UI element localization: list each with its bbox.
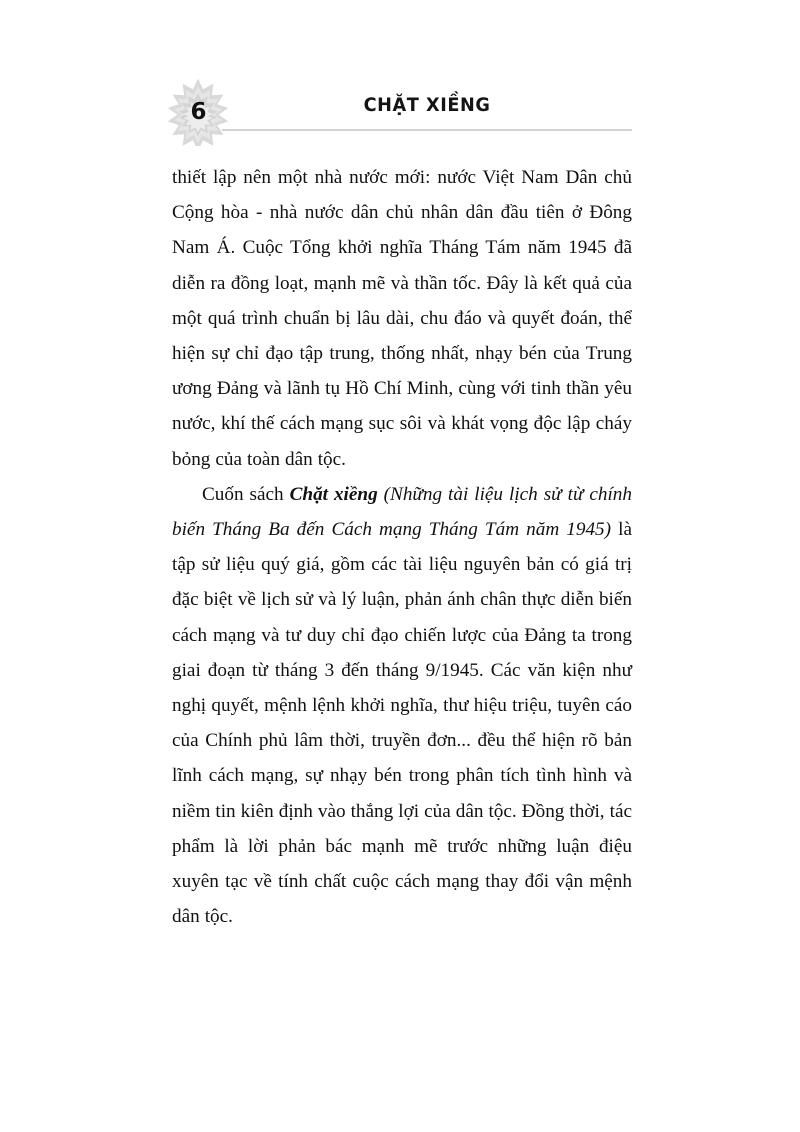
running-head-rule <box>222 129 632 131</box>
paragraph-2: Cuốn sách Chặt xiềng (Những tài liệu lịch sử từ chính biến Tháng Ba đến Cách mạng Tháng Tám năm 1945) là tập sử liệu quý giá, gồm các tài liệu nguyên bản có giá trị đặc biệt về lịch sử và lý luận, phản ánh chân thực diễn biến cách mạng và tư duy chỉ đạo chiến lược của Đảng ta trong giai đoạn từ tháng 3 đến tháng 9/1945. Các văn kiện như nghị quyết, mệnh lệnh khởi nghĩa, thư hiệu triệu, tuyên cáo của Chính phủ lâm thời, truyền đơn... đều thể hiện rõ bản lĩnh cách mạng, sự nhạy bén trong phân tích tình hình và niềm tin kiên định vào thắng lợi của dân tộc. Đồng thời, tác phẩm là lời phản bác mạnh mẽ trước những luận điệu xuyên tạc về tính chất cuộc cách mạng thay đổi vận mệnh dân tộc. <box>172 483 632 928</box>
text-run-bold-italic: Chặt xiềng <box>289 483 378 505</box>
page-number: 6 <box>190 99 207 125</box>
running-head-title: CHẶT XIỀNG <box>363 94 491 116</box>
text-run-italic: (Những tài liệu lịch sử từ chính biến Tháng Ba đến Cách mạng Tháng Tám năm 1945) <box>172 483 632 541</box>
body-text-block <box>172 160 632 934</box>
running-head <box>0 72 800 144</box>
paragraph-1: thiết lập nên một nhà nước mới: nước Việt Nam Dân chủ Cộng hòa - nhà nước dân chủ nhân dân đầu tiên ở Đông Nam Á. Cuộc Tổng khởi nghĩa Tháng Tám năm 1945 đã diễn ra đồng loạt, mạnh mẽ và thần tốc. Đây là kết quả của một quá trình chuẩn bị lâu dài, chu đáo và quyết đoán, thể hiện sự chỉ đạo tập trung, thống nhất, nhạy bén của Trung ương Đảng và lãnh tụ Hồ Chí Minh, cùng với tinh thần yêu nước, khí thế cách mạng sục sôi và khát vọng độc lập cháy bỏng của toàn dân tộc. <box>172 167 632 470</box>
